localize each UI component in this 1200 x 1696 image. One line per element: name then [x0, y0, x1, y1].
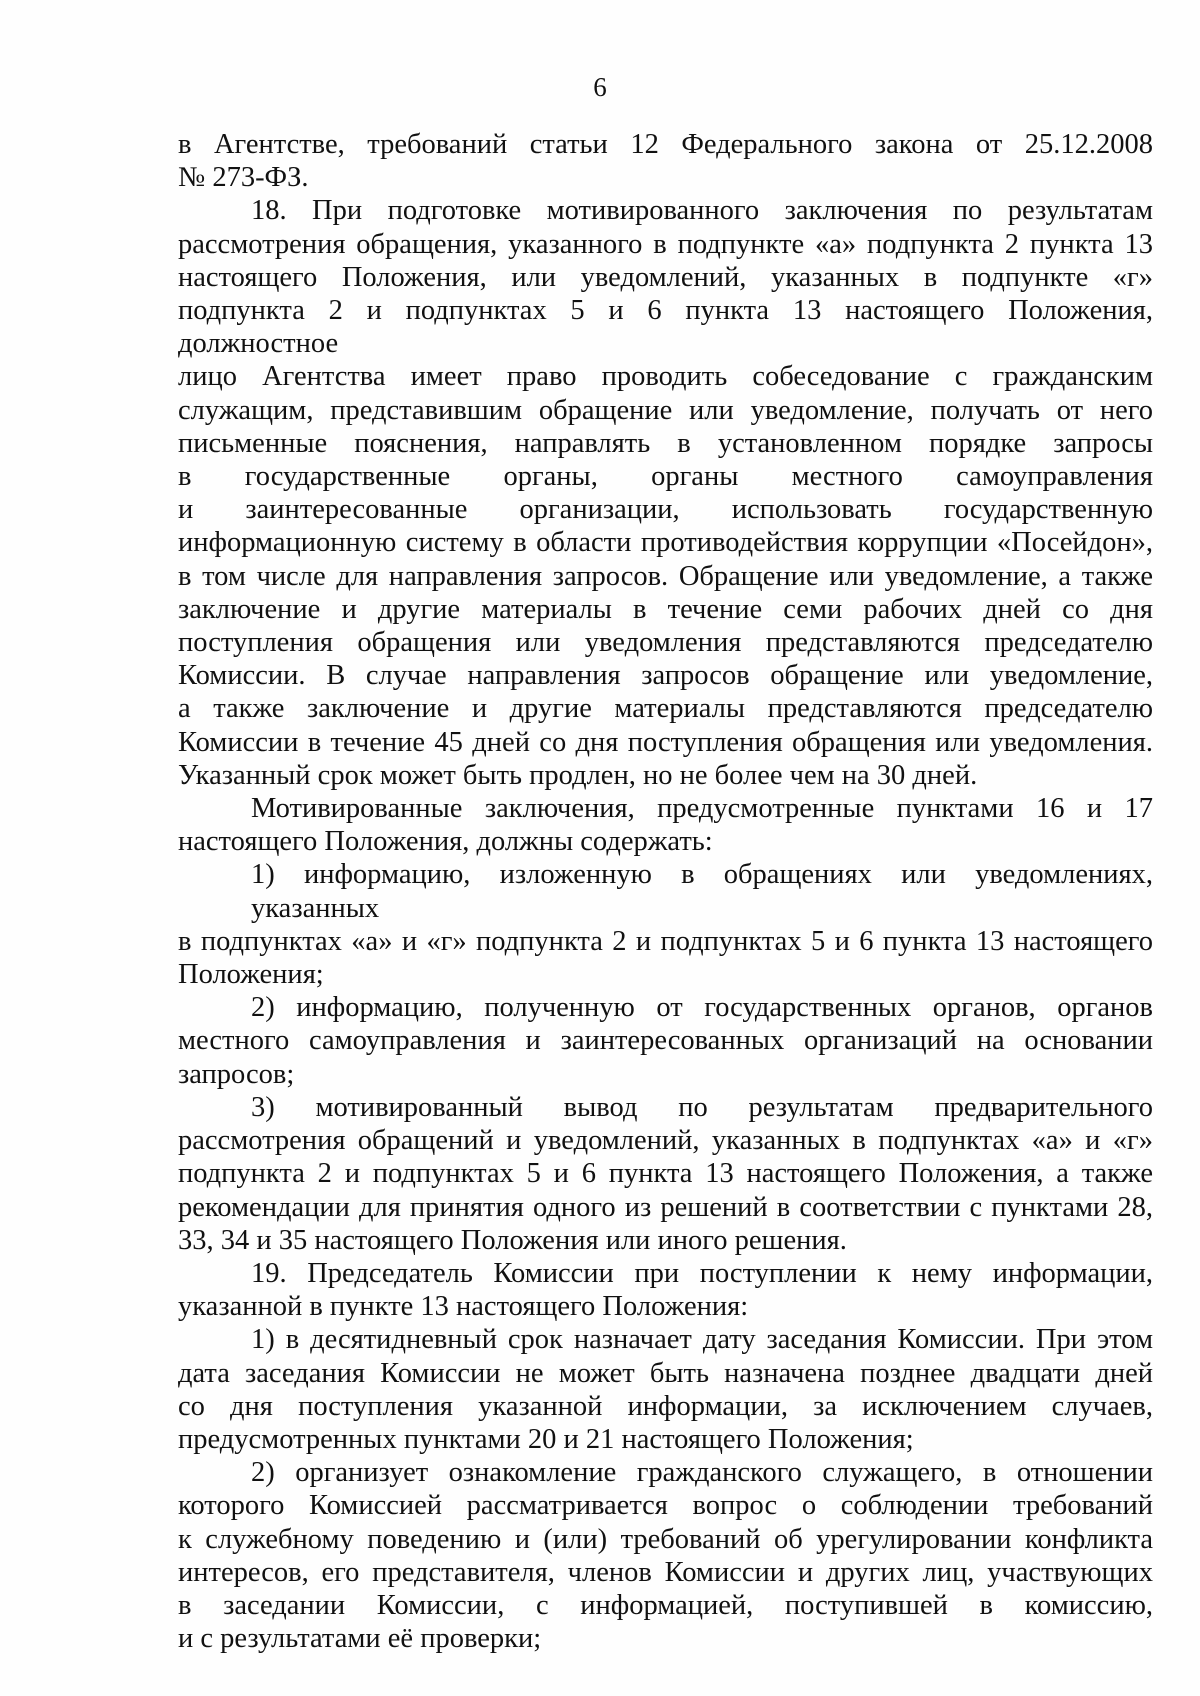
text-line: рекомендации для принятия одного из решений в соответствии с пунктами 28, — [178, 1191, 1153, 1223]
text-line: предусмотренных пунктами 20 и 21 настоящего Положения; — [178, 1423, 914, 1455]
page-number: 6 — [593, 72, 607, 102]
paragraph-subitem-3 — [178, 1091, 1153, 1257]
text-line: 2) организует ознакомление гражданского служащего, в отношении — [251, 1457, 1153, 1489]
text-line: лицо Агентства имеет право проводить собеседование с гражданским — [178, 361, 1153, 393]
paragraph-subitem-2 — [178, 991, 1153, 1091]
text-line: 1) информацию, изложенную в обращениях или уведомлениях, указанных — [251, 859, 1153, 924]
text-line: 19. Председатель Комиссии при поступлении к нему информации, — [251, 1257, 1153, 1289]
text-line: которого Комиссией рассматривается вопрос о соблюдении требований — [178, 1490, 1153, 1522]
paragraph-item-19-subitem-2 — [178, 1456, 1153, 1655]
text-line: подпункта 2 и подпунктах 5 и 6 пункта 13 настоящего Положения, а также — [178, 1158, 1153, 1190]
text-line: № 273-ФЗ. — [178, 162, 309, 194]
text-line: 1) в десятидневный срок назначает дату заседания Комиссии. При этом — [251, 1324, 1153, 1356]
paragraph-item-19 — [178, 1257, 1153, 1323]
text-line: Комиссии в течение 45 дней со дня поступления обращения или уведомления. — [178, 726, 1153, 758]
text-line: Мотивированные заключения, предусмотренные пунктами 16 и 17 — [251, 793, 1153, 825]
text-line: информационную систему в области противодействия коррупции «Посейдон», — [178, 527, 1153, 559]
text-line: местного самоуправления и заинтересованных организаций на основании — [178, 1025, 1153, 1057]
text-line: настоящего Положения, или уведомлений, указанных в подпункте «г» — [178, 261, 1153, 293]
paragraph-continuation — [178, 128, 1153, 194]
text-line: Комиссии. В случае направления запросов обращение или уведомление, — [178, 660, 1153, 692]
text-line: 3) мотивированный вывод по результатам предварительного — [251, 1091, 1153, 1123]
text-line: в заседании Комиссии, с информацией, поступившей в комиссию, — [178, 1589, 1153, 1621]
text-line: указанной в пункте 13 настоящего Положения: — [178, 1291, 749, 1323]
text-line: запросов; — [178, 1058, 295, 1090]
text-line: 33, 34 и 35 настоящего Положения или иного решения. — [178, 1224, 847, 1256]
text-line: интересов, его представителя, членов Комиссии и других лиц, участвующих — [178, 1556, 1153, 1588]
paragraph-item-18 — [178, 194, 1153, 792]
text-line: и с результатами её проверки; — [178, 1623, 542, 1655]
document-body — [178, 128, 1153, 1655]
text-line: 18. При подготовке мотивированного заключения по результатам — [251, 195, 1153, 227]
text-line: и заинтересованные организации, использовать государственную — [178, 494, 1153, 526]
paragraph-subitem-1 — [178, 858, 1153, 991]
text-line: Положения; — [178, 959, 324, 991]
text-line: в государственные органы, органы местного самоуправления — [178, 461, 1153, 493]
text-line: рассмотрения обращения, указанного в подпункте «а» подпункта 2 пункта 13 — [178, 228, 1153, 260]
paragraph-item-19-subitem-1 — [178, 1323, 1153, 1456]
text-line: в Агентстве, требований статьи 12 Федерального закона от 25.12.2008 — [178, 129, 1153, 160]
text-line: рассмотрения обращений и уведомлений, указанных в подпунктах «а» и «г» — [178, 1125, 1153, 1157]
text-line: дата заседания Комиссии не может быть назначена позднее двадцати дней — [178, 1357, 1153, 1389]
text-line: 2) информацию, полученную от государственных органов, органов — [251, 992, 1153, 1024]
text-line: а также заключение и другие материалы представляются председателю — [178, 693, 1153, 725]
text-line: в том числе для направления запросов. Обращение или уведомление, а также — [178, 560, 1153, 592]
text-line: со дня поступления указанной информации, за исключением случаев, — [178, 1390, 1153, 1422]
text-line: к служебному поведению и (или) требований об урегулировании конфликта — [178, 1523, 1153, 1555]
text-line: подпункта 2 и подпунктах 5 и 6 пункта 13 настоящего Положения, должностное — [178, 295, 1153, 360]
text-line: письменные пояснения, направлять в установленном порядке запросы — [178, 427, 1153, 459]
paragraph-conclusions-intro — [178, 792, 1153, 858]
text-line: поступления обращения или уведомления представляются председателю — [178, 627, 1153, 659]
text-line: служащим, представившим обращение или уведомление, получать от него — [178, 394, 1153, 426]
text-line: заключение и другие материалы в течение семи рабочих дней со дня — [178, 593, 1153, 625]
text-line: настоящего Положения, должны содержать: — [178, 826, 713, 858]
text-line: Указанный срок может быть продлен, но не более чем на 30 дней. — [178, 759, 978, 791]
text-line: в подпунктах «а» и «г» подпункта 2 и подпунктах 5 и 6 пункта 13 настоящего — [178, 925, 1153, 957]
